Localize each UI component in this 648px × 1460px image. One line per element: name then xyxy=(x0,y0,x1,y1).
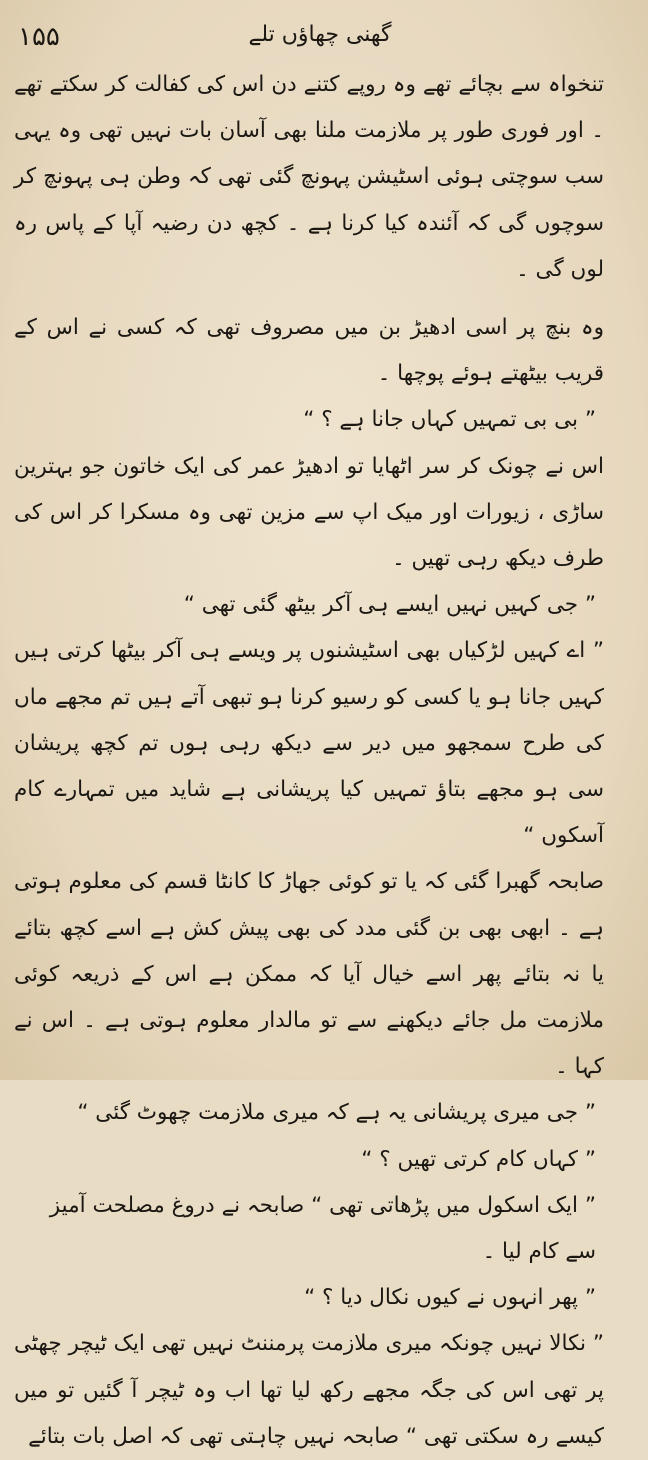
paragraph-3: ” بی بی تمہیں کہاں جانا ہے ؟ “ xyxy=(303,407,596,433)
paragraph-9: ” کہاں کام کرتی تھیں ؟ “ xyxy=(361,1146,596,1172)
paragraph-12: ” نکالا نہیں چونکہ میری ملازمت پرمننٹ نہیں تھی ایک ٹیچر چھٹی پر تھی اس کی جگہ مجھے رکھ لیا تھا اب وہ ٹیچر آ گئیں تو میں کیسے رہ سکتی تھی “ صابحہ نہیں چاہتی تھی کہ اصل بات بتائے xyxy=(14,1331,604,1449)
paragraph-7: صابحہ گھبرا گئی کہ یا تو کوئی جھاڑ کا کانٹا قسم کی معلوم ہوتی ہے ۔ ابھی بھی بن گئی مدد کی بھی پیش کش ہے اسے کچھ بتائے یا نہ بتائے پھر اسے خیال آیا کہ ممکن ہے اس کے ذریعہ کوئی ملازمت مل جائے دیکھنے سے تو مالدار معلوم ہوتی ہے ۔ اس نے کہا ۔ xyxy=(14,869,604,1080)
paragraph-8: ” جی میری پریشانی یہ ہے کہ میری ملازمت چھوٹ گئی “ xyxy=(77,1100,596,1126)
paragraph-10: ” ایک اسکول میں پڑھاتی تھی “ صابحہ نے دروغ مصلحت آمیز سے کام لیا ۔ xyxy=(49,1192,596,1265)
body-text xyxy=(14,62,626,1460)
paragraph-11: ” پھر انہوں نے کیوں نکال دیا ؟ “ xyxy=(304,1285,596,1311)
paragraph-6: ” اے کہیں لڑکیاں بھی اسٹیشنوں پر ویسے ہی آکر بیٹھا کرتی ہیں کہیں جانا ہو یا کسی کو رسیو کرنا ہو تبھی آتے ہیں تم مجھے ماں کی طرح سمجھو میں دیر سے دیکھ رہی ہوں تم کچھ پریشان سی ہو مجھے بتاؤ تمہیں کیا پریشانی ہے شاید میں تمہارے کام آسکوں “ xyxy=(14,638,604,849)
paragraph-1: تنخواہ سے بچائے تھے وہ روپے کتنے دن اس کی کفالت کر سکتے تھے ۔ اور فوری طور پر ملازمت ملنا بھی آسان بات نہیں تھی وہ یہی سب سوچتی ہوئی اسٹیشن پہونچ گئی تھی کہ وطن ہی پہونچ کر سوچوں گی کہ آئندہ کیا کرنا ہے ۔ کچھ دن رضیہ آپا کے پاس رہ لوں گی ۔ xyxy=(14,72,604,282)
page-number: ۱۵۵ xyxy=(18,22,60,52)
paragraph-2: وہ بنچ پر اسی ادھیڑ بن میں مصروف تھی کہ کسی نے اس کے قریب بیٹھتے ہوئے پوچھا ۔ xyxy=(14,315,604,387)
paragraph-5: ” جی کہیں نہیں ایسے ہی آکر بیٹھ گئی تھی “ xyxy=(183,592,596,618)
paragraph-4: اس نے چونک کر سر اٹھایا تو ادھیڑ عمر کی ایک خاتون جو بہترین ساڑی ، زیورات اور میک اپ سے مزین تھی وہ مسکرا کر اس کی طرف دیکھ رہی تھیں ۔ xyxy=(14,453,604,572)
running-title: گھنی چھاؤں تلے xyxy=(248,22,392,47)
page-header xyxy=(14,14,626,62)
